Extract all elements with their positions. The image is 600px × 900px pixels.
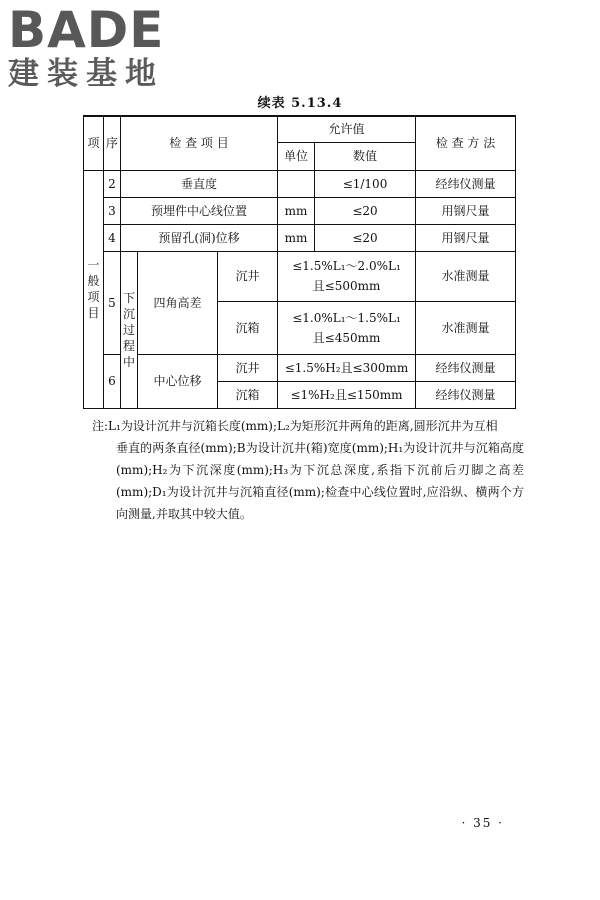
table-row-value: ≤1.5%H₂且≤300mm: [278, 354, 416, 381]
table-row-value: [278, 251, 416, 301]
sinking-label: 下沉过程中: [123, 290, 136, 369]
logo: [8, 1, 188, 92]
table-row-subtype: 沉井: [218, 251, 278, 301]
value-line: 且≤450mm: [312, 330, 381, 345]
table-row-method: 经纬仪测量: [416, 381, 516, 408]
note-line-1: 注:L₁为设计沉井与沉箱长度(mm);L₂为矩形沉井两角的距离,圆形沉井为互相: [92, 419, 498, 433]
table-row-unit: mm: [278, 224, 315, 251]
sinking-cell: [121, 251, 138, 408]
logo-cjk: 建装基地: [8, 56, 164, 92]
table-row-value: ≤1%H₂且≤150mm: [278, 381, 416, 408]
inspection-table: [83, 115, 516, 409]
table-row-value: ≤20: [315, 197, 416, 224]
page-number: · 35 ·: [461, 816, 504, 830]
table-row-unit: mm: [278, 197, 315, 224]
table-title: 续表 5.13.4: [257, 96, 343, 111]
table-row-unit: [278, 170, 315, 197]
table-row-method: 用钢尺量: [416, 224, 516, 251]
table-row-seq: 4: [104, 224, 121, 251]
table-row-seq: 3: [104, 197, 121, 224]
table-row-item: 垂直度: [121, 170, 278, 197]
table-row-seq: 6: [104, 354, 121, 408]
value-line: ≤1.5%L₁～2.0%L₁: [292, 259, 401, 273]
table-row-item: 中心位移: [138, 354, 218, 408]
table-note: [92, 415, 524, 525]
header-method: 检 查 方 法: [416, 116, 516, 170]
note-continuation: 垂直的两条直径(mm);B为设计沉井(箱)宽度(mm);H₁为设计沉井与沉箱高度(mm);H₂为下沉深度(mm);H₃为下沉总深度,系指下沉前后刃脚之高差(mm);D₁为设计沉井与沉箱直径(mm);检查中心线位置时,应沿纵、横两个方向测量,并取其中较大值。: [116, 441, 524, 521]
table-row-method: 经纬仪测量: [416, 170, 516, 197]
table-row-seq: 5: [104, 251, 121, 354]
table-row-item: 四角高差: [138, 251, 218, 354]
logo-latin: BADE: [8, 1, 165, 59]
table-row-value: [278, 301, 416, 354]
value-line: 且≤500mm: [312, 279, 381, 293]
table-row-method: 经纬仪测量: [416, 354, 516, 381]
table-row-subtype: 沉箱: [218, 381, 278, 408]
value-line: ≤1.0%L₁～1.5%L₁: [292, 310, 401, 325]
table-row-item: 预埋件中心线位置: [121, 197, 278, 224]
table-row-method: 用钢尺量: [416, 197, 516, 224]
header-allowance: 允许值: [278, 116, 416, 142]
header-unit: 单位: [278, 142, 315, 170]
header-check-item: 检 查 项 目: [121, 116, 278, 170]
table-row-value: ≤20: [315, 224, 416, 251]
table-row-method: 水准测量: [416, 301, 516, 354]
table-row-method: 水准测量: [416, 251, 516, 301]
table-row-item: 预留孔(洞)位移: [121, 224, 278, 251]
table-row-subtype: 沉井: [218, 354, 278, 381]
category-label: 一般项目: [87, 258, 100, 320]
header-seq: 序: [104, 116, 121, 170]
table-row-subtype: 沉箱: [218, 301, 278, 354]
header-item: 项: [84, 116, 104, 170]
header-value: 数值: [315, 142, 416, 170]
table-row-value: ≤1/100: [315, 170, 416, 197]
category-cell: [84, 170, 104, 408]
table-row-seq: 2: [104, 170, 121, 197]
